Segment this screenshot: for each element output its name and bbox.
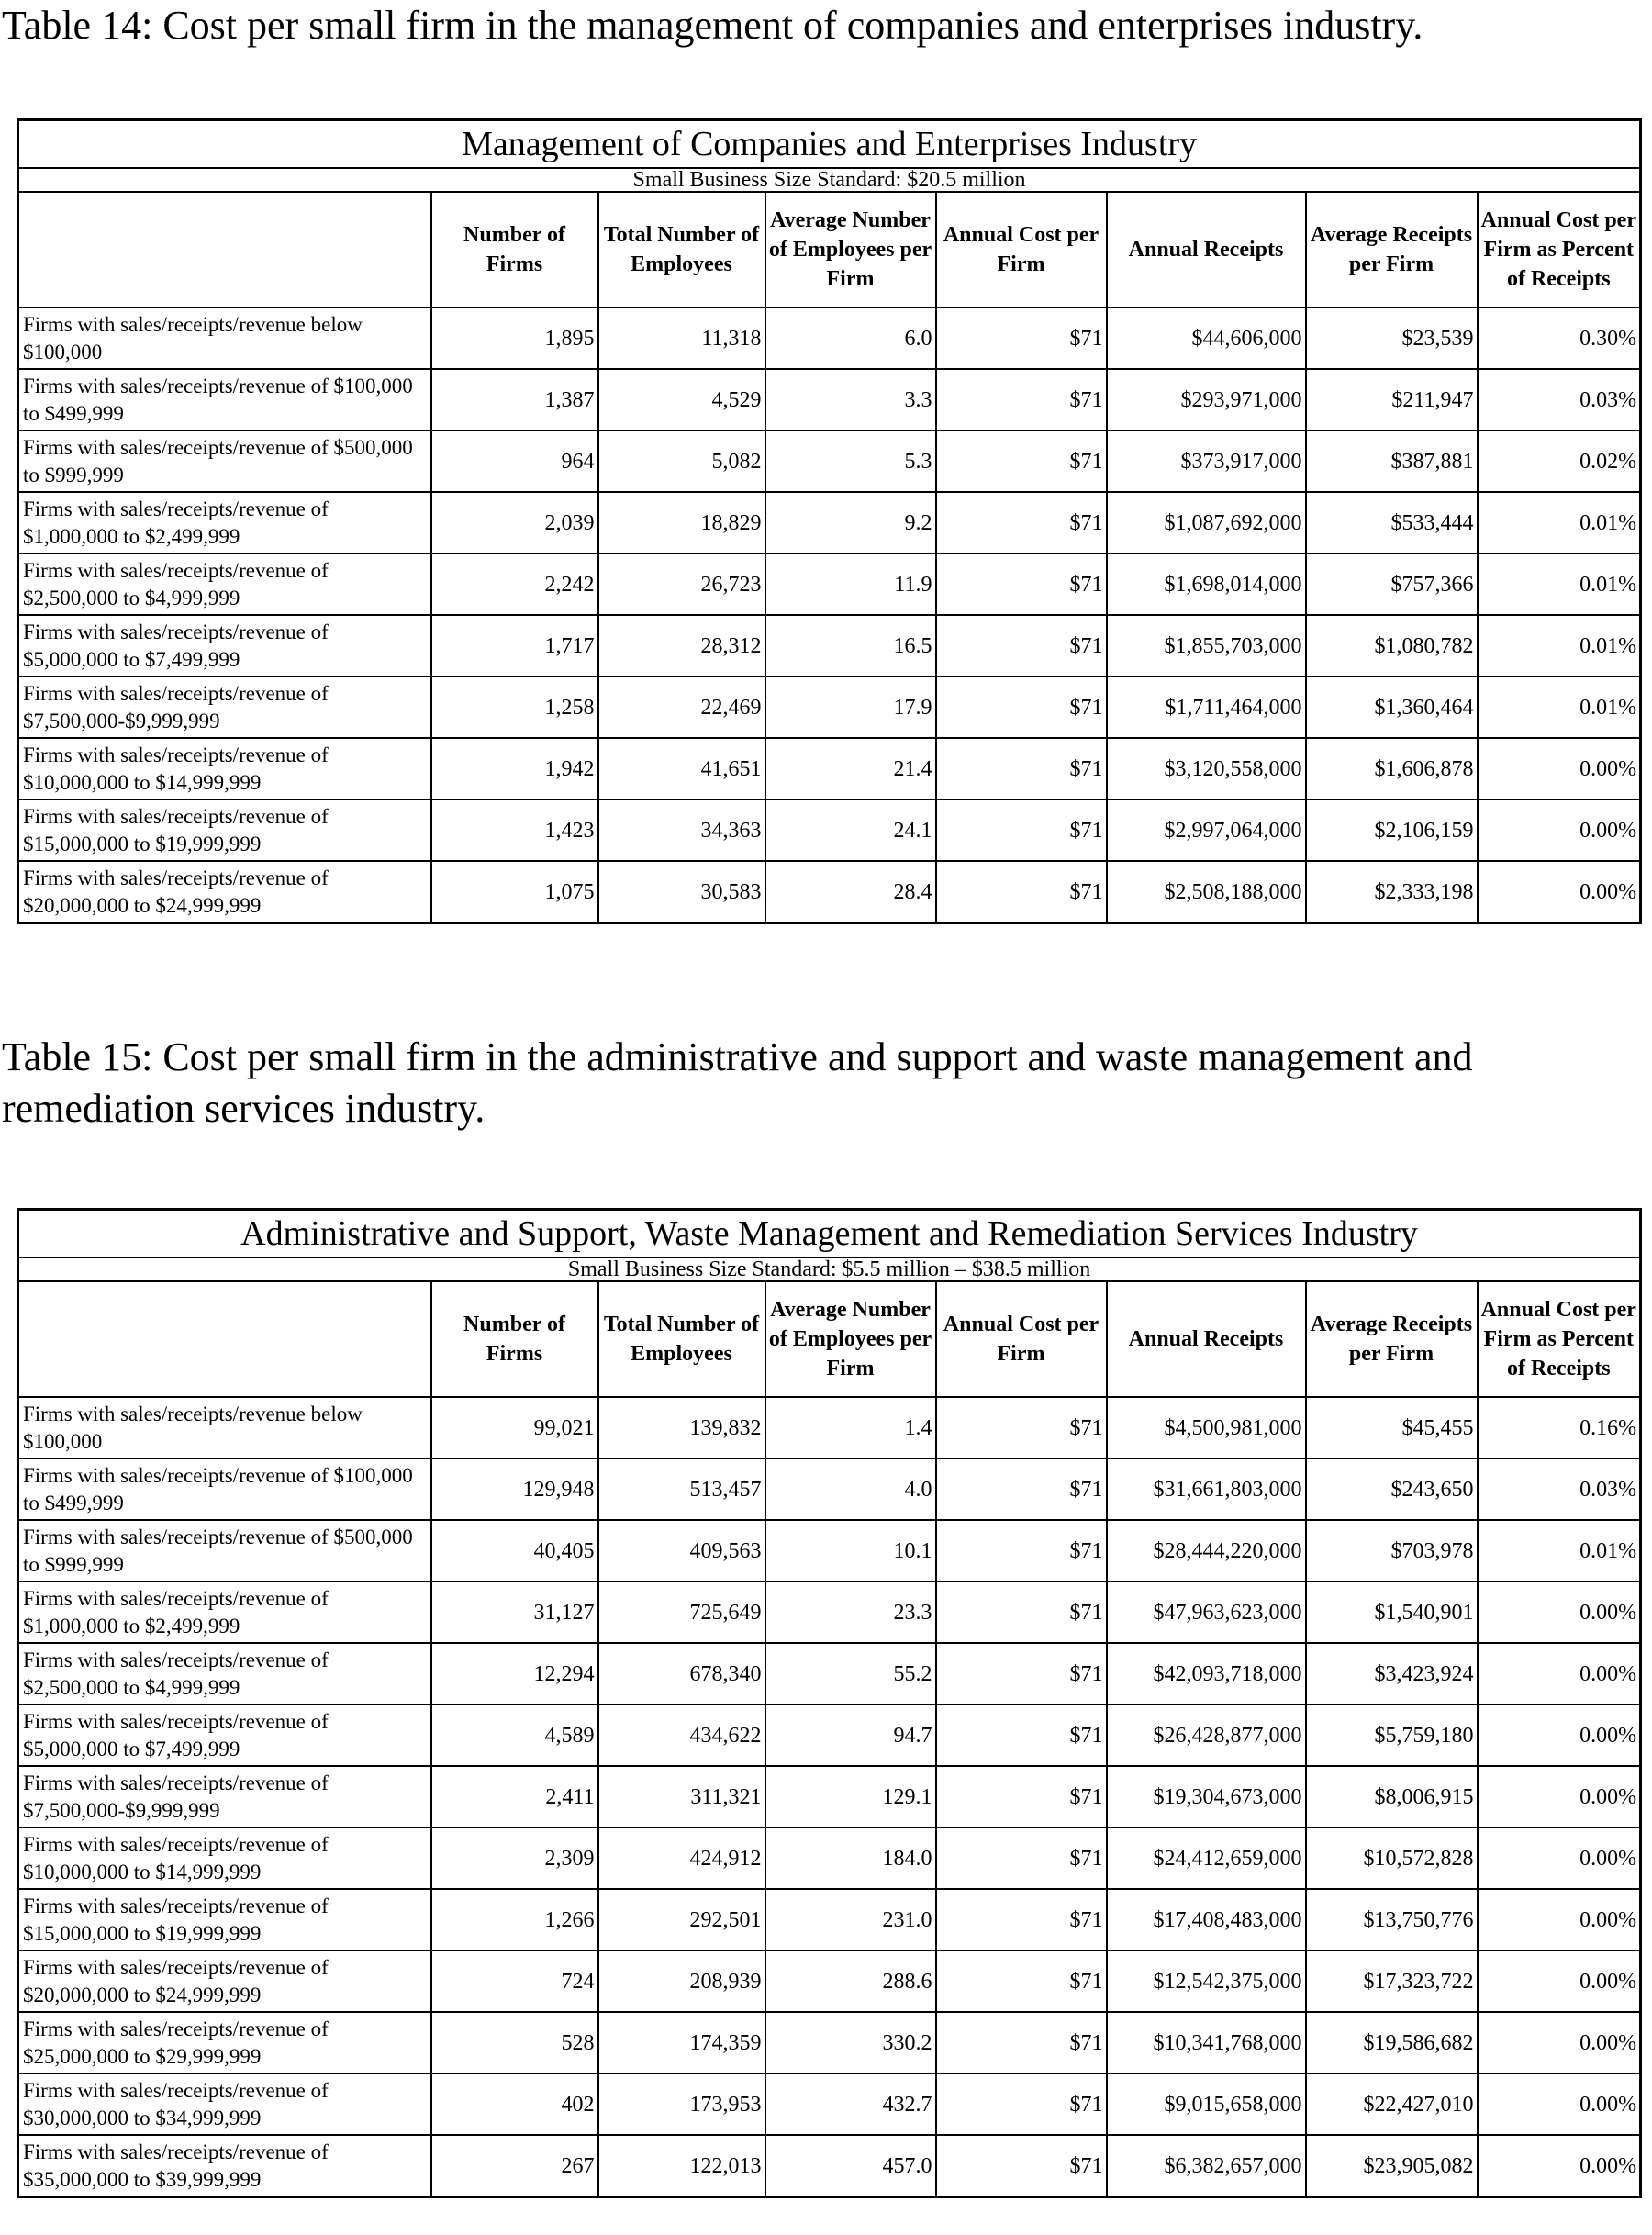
cell-value: 724 <box>431 1950 598 2012</box>
cell-value: 11.9 <box>765 553 936 615</box>
row-label: Firms with sales/receipts/revenue of $30,000,000 to $34,999,999 <box>18 2073 431 2135</box>
cell-value: $24,412,659,000 <box>1107 1827 1306 1889</box>
row-label: Firms with sales/receipts/revenue of $1,000,000 to $2,499,999 <box>18 492 431 553</box>
table-15-header-row <box>18 1281 1641 1397</box>
cell-value: 10.1 <box>765 1520 936 1581</box>
cell-value: $703,978 <box>1306 1520 1478 1581</box>
row-label: Firms with sales/receipts/revenue of $20,000,000 to $24,999,999 <box>18 861 431 923</box>
cell-value: $26,428,877,000 <box>1107 1704 1306 1766</box>
cell-value: $71 <box>936 553 1107 615</box>
cell-value: 11,318 <box>598 307 765 369</box>
cell-value: 0.16% <box>1478 1397 1641 1458</box>
cell-value: $19,304,673,000 <box>1107 1766 1306 1827</box>
cell-value: $44,606,000 <box>1107 307 1306 369</box>
row-label: Firms with sales/receipts/revenue of $5,000,000 to $7,499,999 <box>18 615 431 676</box>
cell-value: $71 <box>936 615 1107 676</box>
cell-value: $17,408,483,000 <box>1107 1889 1306 1950</box>
table-14-title: Management of Companies and Enterprises Industry <box>18 120 1641 169</box>
cell-value: 1,075 <box>431 861 598 923</box>
cell-value: 3.3 <box>765 369 936 430</box>
cell-value: $243,650 <box>1306 1458 1478 1520</box>
cell-value: 0.00% <box>1478 1950 1641 2012</box>
cell-value: 0.00% <box>1478 1766 1641 1827</box>
cell-value: $10,341,768,000 <box>1107 2012 1306 2073</box>
cell-value: 5,082 <box>598 430 765 492</box>
cell-value: 725,649 <box>598 1581 765 1643</box>
cell-value: 0.00% <box>1478 861 1641 923</box>
column-header: Annual Cost per Firm as Percent of Receipts <box>1478 192 1641 307</box>
row-label: Firms with sales/receipts/revenue of $15,000,000 to $19,999,999 <box>18 799 431 861</box>
table-row <box>18 1766 1641 1827</box>
cell-value: 0.00% <box>1478 2073 1641 2135</box>
column-header: Average Receipts per Firm <box>1306 192 1478 307</box>
cell-value: 16.5 <box>765 615 936 676</box>
cell-value: 122,013 <box>598 2135 765 2197</box>
column-header: Annual Cost per Firm <box>936 1281 1107 1397</box>
cell-value: $757,366 <box>1306 553 1478 615</box>
row-label: Firms with sales/receipts/revenue of $2,500,000 to $4,999,999 <box>18 1643 431 1704</box>
table-row <box>18 799 1641 861</box>
table-15 <box>17 1208 1639 2198</box>
cell-value: 0.00% <box>1478 1827 1641 1889</box>
cell-value: $211,947 <box>1306 369 1478 430</box>
cell-value: $1,711,464,000 <box>1107 676 1306 738</box>
cell-value: $1,855,703,000 <box>1107 615 1306 676</box>
cell-value: 173,953 <box>598 2073 765 2135</box>
cell-value: 9.2 <box>765 492 936 553</box>
cell-value: 0.03% <box>1478 1458 1641 1520</box>
cell-value: 457.0 <box>765 2135 936 2197</box>
cell-value: 1,387 <box>431 369 598 430</box>
cell-value: 208,939 <box>598 1950 765 2012</box>
cell-value: $71 <box>936 1458 1107 1520</box>
cell-value: $2,997,064,000 <box>1107 799 1306 861</box>
row-label: Firms with sales/receipts/revenue of $1,000,000 to $2,499,999 <box>18 1581 431 1643</box>
cell-value: $1,080,782 <box>1306 615 1478 676</box>
table-row <box>18 1520 1641 1581</box>
cell-value: $47,963,623,000 <box>1107 1581 1306 1643</box>
row-label: Firms with sales/receipts/revenue below $100,000 <box>18 1397 431 1458</box>
cell-value: 528 <box>431 2012 598 2073</box>
cell-value: $71 <box>936 2012 1107 2073</box>
row-label: Firms with sales/receipts/revenue of $500,000 to $999,999 <box>18 1520 431 1581</box>
cell-value: 0.00% <box>1478 1889 1641 1950</box>
row-label: Firms with sales/receipts/revenue below $100,000 <box>18 307 431 369</box>
table-row <box>18 2073 1641 2135</box>
cell-value: 432.7 <box>765 2073 936 2135</box>
cell-value: $71 <box>936 2073 1107 2135</box>
cell-value: 0.01% <box>1478 492 1641 553</box>
row-label: Firms with sales/receipts/revenue of $10,000,000 to $14,999,999 <box>18 1827 431 1889</box>
column-header: Average Receipts per Firm <box>1306 1281 1478 1397</box>
cell-value: 434,622 <box>598 1704 765 1766</box>
column-header: Total Number of Employees <box>598 192 765 307</box>
cell-value: $71 <box>936 861 1107 923</box>
cell-value: $6,382,657,000 <box>1107 2135 1306 2197</box>
cell-value: 23.3 <box>765 1581 936 1643</box>
table-row <box>18 861 1641 923</box>
cell-value: $3,120,558,000 <box>1107 738 1306 799</box>
cell-value: 0.03% <box>1478 369 1641 430</box>
cell-value: 2,411 <box>431 1766 598 1827</box>
cell-value: $71 <box>936 1581 1107 1643</box>
table-15-grid <box>17 1208 1642 2198</box>
cell-value: 28.4 <box>765 861 936 923</box>
table-14-header-row <box>18 192 1641 307</box>
cell-value: $71 <box>936 1950 1107 2012</box>
table-15-size-standard: Small Business Size Standard: $5.5 million – $38.5 million <box>18 1257 1641 1281</box>
cell-value: $1,606,878 <box>1306 738 1478 799</box>
cell-value: $22,427,010 <box>1306 2073 1478 2135</box>
row-label: Firms with sales/receipts/revenue of $10,000,000 to $14,999,999 <box>18 738 431 799</box>
cell-value: 55.2 <box>765 1643 936 1704</box>
cell-value: 30,583 <box>598 861 765 923</box>
row-label: Firms with sales/receipts/revenue of $500,000 to $999,999 <box>18 430 431 492</box>
cell-value: $71 <box>936 2135 1107 2197</box>
column-header <box>18 192 431 307</box>
cell-value: $71 <box>936 1520 1107 1581</box>
cell-value: $31,661,803,000 <box>1107 1458 1306 1520</box>
table-row <box>18 2012 1641 2073</box>
cell-value: 267 <box>431 2135 598 2197</box>
cell-value: 21.4 <box>765 738 936 799</box>
cell-value: 31,127 <box>431 1581 598 1643</box>
cell-value: $4,500,981,000 <box>1107 1397 1306 1458</box>
table-row <box>18 430 1641 492</box>
cell-value: 129.1 <box>765 1766 936 1827</box>
cell-value: 0.01% <box>1478 553 1641 615</box>
cell-value: $71 <box>936 1397 1107 1458</box>
row-label: Firms with sales/receipts/revenue of $100,000 to $499,999 <box>18 1458 431 1520</box>
cell-value: $12,542,375,000 <box>1107 1950 1306 2012</box>
row-label: Firms with sales/receipts/revenue of $2,500,000 to $4,999,999 <box>18 553 431 615</box>
column-header: Annual Cost per Firm <box>936 192 1107 307</box>
cell-value: $1,698,014,000 <box>1107 553 1306 615</box>
table-row <box>18 369 1641 430</box>
column-header: Annual Receipts <box>1107 192 1306 307</box>
cell-value: 2,309 <box>431 1827 598 1889</box>
cell-value: 0.00% <box>1478 799 1641 861</box>
cell-value: 99,021 <box>431 1397 598 1458</box>
cell-value: $71 <box>936 1704 1107 1766</box>
row-label: Firms with sales/receipts/revenue of $15,000,000 to $19,999,999 <box>18 1889 431 1950</box>
cell-value: $71 <box>936 1889 1107 1950</box>
table-row <box>18 553 1641 615</box>
table-row <box>18 307 1641 369</box>
cell-value: 0.00% <box>1478 2135 1641 2197</box>
cell-value: $13,750,776 <box>1306 1889 1478 1950</box>
cell-value: 4.0 <box>765 1458 936 1520</box>
cell-value: 17.9 <box>765 676 936 738</box>
cell-value: $387,881 <box>1306 430 1478 492</box>
cell-value: 0.30% <box>1478 307 1641 369</box>
cell-value: 330.2 <box>765 2012 936 2073</box>
cell-value: $373,917,000 <box>1107 430 1306 492</box>
cell-value: 424,912 <box>598 1827 765 1889</box>
cell-value: 28,312 <box>598 615 765 676</box>
cell-value: 0.01% <box>1478 676 1641 738</box>
cell-value: 292,501 <box>598 1889 765 1950</box>
cell-value: 0.00% <box>1478 1704 1641 1766</box>
column-header: Average Number of Employees per Firm <box>765 1281 936 1397</box>
cell-value: 1.4 <box>765 1397 936 1458</box>
cell-value: $1,540,901 <box>1306 1581 1478 1643</box>
cell-value: 1,895 <box>431 307 598 369</box>
table-row <box>18 1397 1641 1458</box>
cell-value: 34,363 <box>598 799 765 861</box>
row-label: Firms with sales/receipts/revenue of $20,000,000 to $24,999,999 <box>18 1950 431 2012</box>
cell-value: $71 <box>936 430 1107 492</box>
row-label: Firms with sales/receipts/revenue of $35,000,000 to $39,999,999 <box>18 2135 431 2197</box>
row-label: Firms with sales/receipts/revenue of $7,500,000-$9,999,999 <box>18 676 431 738</box>
cell-value: 4,529 <box>598 369 765 430</box>
cell-value: $19,586,682 <box>1306 2012 1478 2073</box>
cell-value: 1,423 <box>431 799 598 861</box>
table-row <box>18 2135 1641 2197</box>
cell-value: 964 <box>431 430 598 492</box>
cell-value: 311,321 <box>598 1766 765 1827</box>
cell-value: 0.00% <box>1478 1643 1641 1704</box>
row-label: Firms with sales/receipts/revenue of $5,000,000 to $7,499,999 <box>18 1704 431 1766</box>
cell-value: 2,242 <box>431 553 598 615</box>
cell-value: 18,829 <box>598 492 765 553</box>
table-15-caption: Table 15: Cost per small firm in the administrative and support and waste management and remediation services industry. <box>2 1034 1473 1131</box>
cell-value: 1,942 <box>431 738 598 799</box>
table-row <box>18 1643 1641 1704</box>
cell-value: 231.0 <box>765 1889 936 1950</box>
cell-value: 2,039 <box>431 492 598 553</box>
cell-value: 0.00% <box>1478 738 1641 799</box>
table-row <box>18 1950 1641 2012</box>
column-header: Number of Firms <box>431 192 598 307</box>
cell-value: 40,405 <box>431 1520 598 1581</box>
cell-value: 41,651 <box>598 738 765 799</box>
column-header: Annual Cost per Firm as Percent of Receipts <box>1478 1281 1641 1397</box>
table-15-title: Administrative and Support, Waste Management and Remediation Services Industry <box>18 1210 1641 1258</box>
cell-value: $5,759,180 <box>1306 1704 1478 1766</box>
table-14-caption: Table 14: Cost per small firm in the management of companies and enterprises industry. <box>2 3 1423 48</box>
table-row <box>18 492 1641 553</box>
table-row <box>18 676 1641 738</box>
cell-value: 409,563 <box>598 1520 765 1581</box>
cell-value: $45,455 <box>1306 1397 1478 1458</box>
cell-value: $3,423,924 <box>1306 1643 1478 1704</box>
cell-value: $71 <box>936 1827 1107 1889</box>
cell-value: $71 <box>936 676 1107 738</box>
cell-value: 1,717 <box>431 615 598 676</box>
cell-value: $71 <box>936 738 1107 799</box>
cell-value: $1,360,464 <box>1306 676 1478 738</box>
cell-value: 94.7 <box>765 1704 936 1766</box>
cell-value: 288.6 <box>765 1950 936 2012</box>
cell-value: $293,971,000 <box>1107 369 1306 430</box>
cell-value: $23,539 <box>1306 307 1478 369</box>
column-header: Average Number of Employees per Firm <box>765 192 936 307</box>
cell-value: 513,457 <box>598 1458 765 1520</box>
cell-value: 1,258 <box>431 676 598 738</box>
column-header: Total Number of Employees <box>598 1281 765 1397</box>
cell-value: $28,444,220,000 <box>1107 1520 1306 1581</box>
cell-value: $2,333,198 <box>1306 861 1478 923</box>
cell-value: 6.0 <box>765 307 936 369</box>
cell-value: 5.3 <box>765 430 936 492</box>
table-row <box>18 615 1641 676</box>
table-14-size-standard: Small Business Size Standard: $20.5 million <box>18 168 1641 192</box>
table-14 <box>17 118 1639 924</box>
table-14-grid <box>17 118 1642 924</box>
cell-value: $17,323,722 <box>1306 1950 1478 2012</box>
cell-value: 0.00% <box>1478 1581 1641 1643</box>
cell-value: $42,093,718,000 <box>1107 1643 1306 1704</box>
cell-value: 139,832 <box>598 1397 765 1458</box>
cell-value: $10,572,828 <box>1306 1827 1478 1889</box>
cell-value: $1,087,692,000 <box>1107 492 1306 553</box>
cell-value: $2,508,188,000 <box>1107 861 1306 923</box>
cell-value: 678,340 <box>598 1643 765 1704</box>
cell-value: 174,359 <box>598 2012 765 2073</box>
cell-value: $71 <box>936 799 1107 861</box>
cell-value: $533,444 <box>1306 492 1478 553</box>
column-header: Number of Firms <box>431 1281 598 1397</box>
cell-value: $71 <box>936 369 1107 430</box>
column-header <box>18 1281 431 1397</box>
table-row <box>18 738 1641 799</box>
cell-value: $71 <box>936 492 1107 553</box>
cell-value: $71 <box>936 1766 1107 1827</box>
cell-value: 0.02% <box>1478 430 1641 492</box>
cell-value: $8,006,915 <box>1306 1766 1478 1827</box>
cell-value: 22,469 <box>598 676 765 738</box>
cell-value: 4,589 <box>431 1704 598 1766</box>
cell-value: 24.1 <box>765 799 936 861</box>
table-row <box>18 1704 1641 1766</box>
cell-value: 129,948 <box>431 1458 598 1520</box>
cell-value: 26,723 <box>598 553 765 615</box>
row-label: Firms with sales/receipts/revenue of $25,000,000 to $29,999,999 <box>18 2012 431 2073</box>
cell-value: 0.00% <box>1478 2012 1641 2073</box>
table-row <box>18 1889 1641 1950</box>
cell-value: 0.01% <box>1478 615 1641 676</box>
cell-value: $2,106,159 <box>1306 799 1478 861</box>
table-row <box>18 1827 1641 1889</box>
cell-value: $23,905,082 <box>1306 2135 1478 2197</box>
table-row <box>18 1581 1641 1643</box>
cell-value: $71 <box>936 1643 1107 1704</box>
cell-value: 402 <box>431 2073 598 2135</box>
column-header: Annual Receipts <box>1107 1281 1306 1397</box>
cell-value: 0.01% <box>1478 1520 1641 1581</box>
cell-value: 12,294 <box>431 1643 598 1704</box>
cell-value: $9,015,658,000 <box>1107 2073 1306 2135</box>
cell-value: $71 <box>936 307 1107 369</box>
row-label: Firms with sales/receipts/revenue of $100,000 to $499,999 <box>18 369 431 430</box>
cell-value: 184.0 <box>765 1827 936 1889</box>
cell-value: 1,266 <box>431 1889 598 1950</box>
table-row <box>18 1458 1641 1520</box>
row-label: Firms with sales/receipts/revenue of $7,500,000-$9,999,999 <box>18 1766 431 1827</box>
